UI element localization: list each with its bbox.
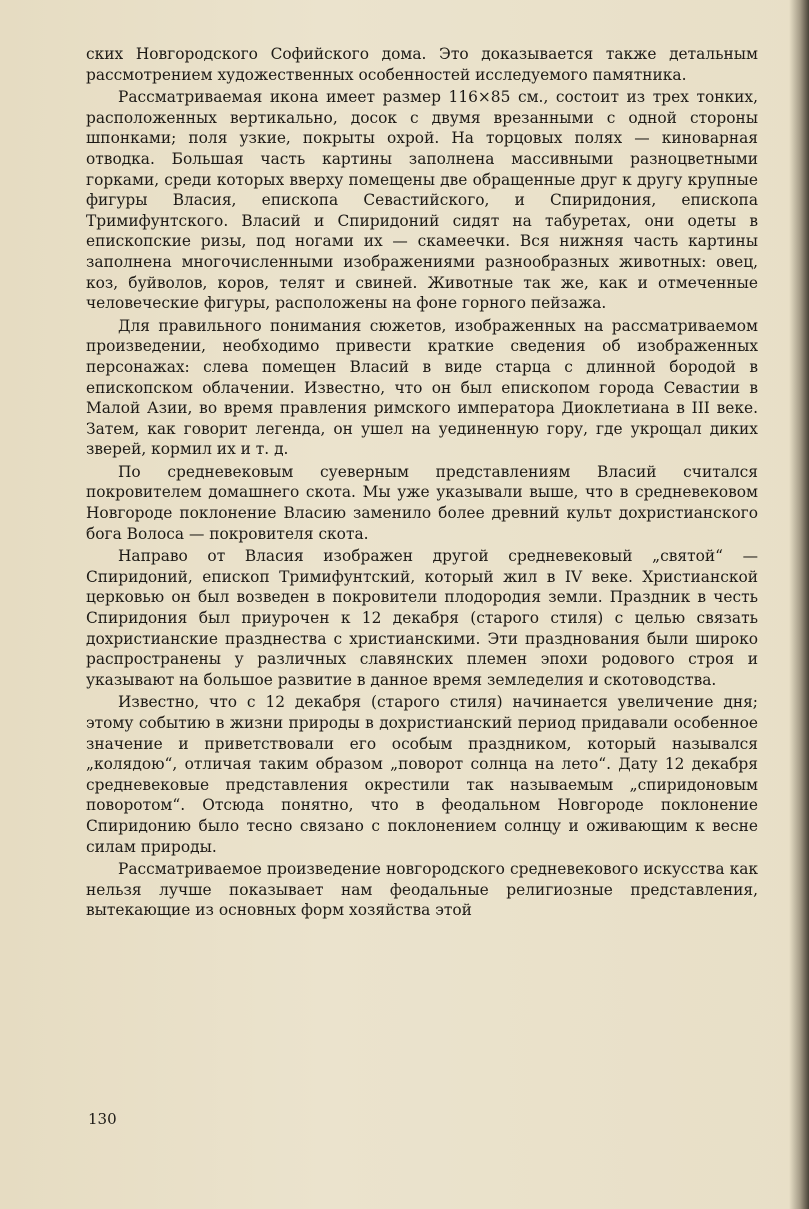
paragraph-3: Для правильного понимания сюжетов, изображенных на рассматриваемом произведении, необходимо привести краткие сведения об изображенных персонажах: слева помещен Власий в виде старца с длинной бородой в епископском облачении. Известно, что он был епископом города Севастии в Малой Азии, во время правления римского императора Диоклетиана в III веке. Затем, как говорит легенда, он ушел на уединенную гору, где укрощал диких зверей, кормил их и т. д.	[86, 316, 758, 459]
page-edge-shadow	[789, 0, 809, 1209]
paragraph-4: По средневековым суеверным представлениям Власий считался покровителем домашнего скота. Мы уже указывали выше, что в средневековом Новгороде поклонение Власию заменило более древний культ дохристианского бога Волоса — покровителя скота.	[86, 462, 758, 543]
page-number: 130	[88, 1110, 117, 1128]
paragraph-6: Известно, что с 12 декабря (старого стиля) начинается увеличение дня; этому событию в жизни природы в дохристианский период придавали особенное значение и приветствовали его особым праздником, который назывался „колядою“, отличая таким образом „поворот солнца на лето“. Дату 12 декабря средневековые представления окрестили так называемым „спиридоновым поворотом“. Отсюда понятно, что в феодальном Новгороде поклонение Спиридонию было тесно связано с поклонением солнцу и оживающим к весне силам природы.	[86, 693, 758, 856]
paragraph-5: Направо от Власия изображен другой средневековый „святой“ — Спиридоний, епископ Тримифунтский, который жил в IV веке. Христианской церковью он был возведен в покровители плодородия земли. Праздник в честь Спиридония был приурочен к 12 декабря (старого стиля) с целью связать дохристианские празднества с христианскими. Эти празднования были широко распространены у различных славянских племен эпохи родового строя и указывают на большое развитие в данное время земледелия и скотоводства.	[86, 547, 758, 689]
paragraph-7: Рассматриваемое произведение новгородского средневекового искусства как нельзя лучше показывает нам феодальные религиозные представления, вытекающие из основных форм хозяйства этой	[86, 860, 758, 920]
body-text	[86, 44, 758, 923]
paragraph-2: Рассматриваемая икона имеет размер 116×85 см., состоит из трех тонких, расположенных вертикально, досок с двумя врезанными с одной стороны шпонками; поля узкие, покрыты охрой. На торцовых полях — киноварная отводка. Большая часть картины заполнена массивными разноцветными горками, среди которых вверху помещены две обращенные друг к другу крупные фигуры Власия, епископа Севастийского, и Спиридония, епископа Тримифунтского. Власий и Спиридоний сидят на табуретах, они одеты в епископские ризы, под ногами их — скамеечки. Вся нижняя часть картины заполнена многочисленными изображениями разнообразных животных: овец, коз, буйволов, коров, телят и свиней. Животные так же, как и отмеченные человеческие фигуры, расположены на фоне горного пейзажа.	[86, 88, 758, 313]
paragraph-1: ских Новгородского Софийского дома. Это доказывается также детальным рассмотрением художественных особенностей исследуемого памятника.	[86, 45, 758, 84]
